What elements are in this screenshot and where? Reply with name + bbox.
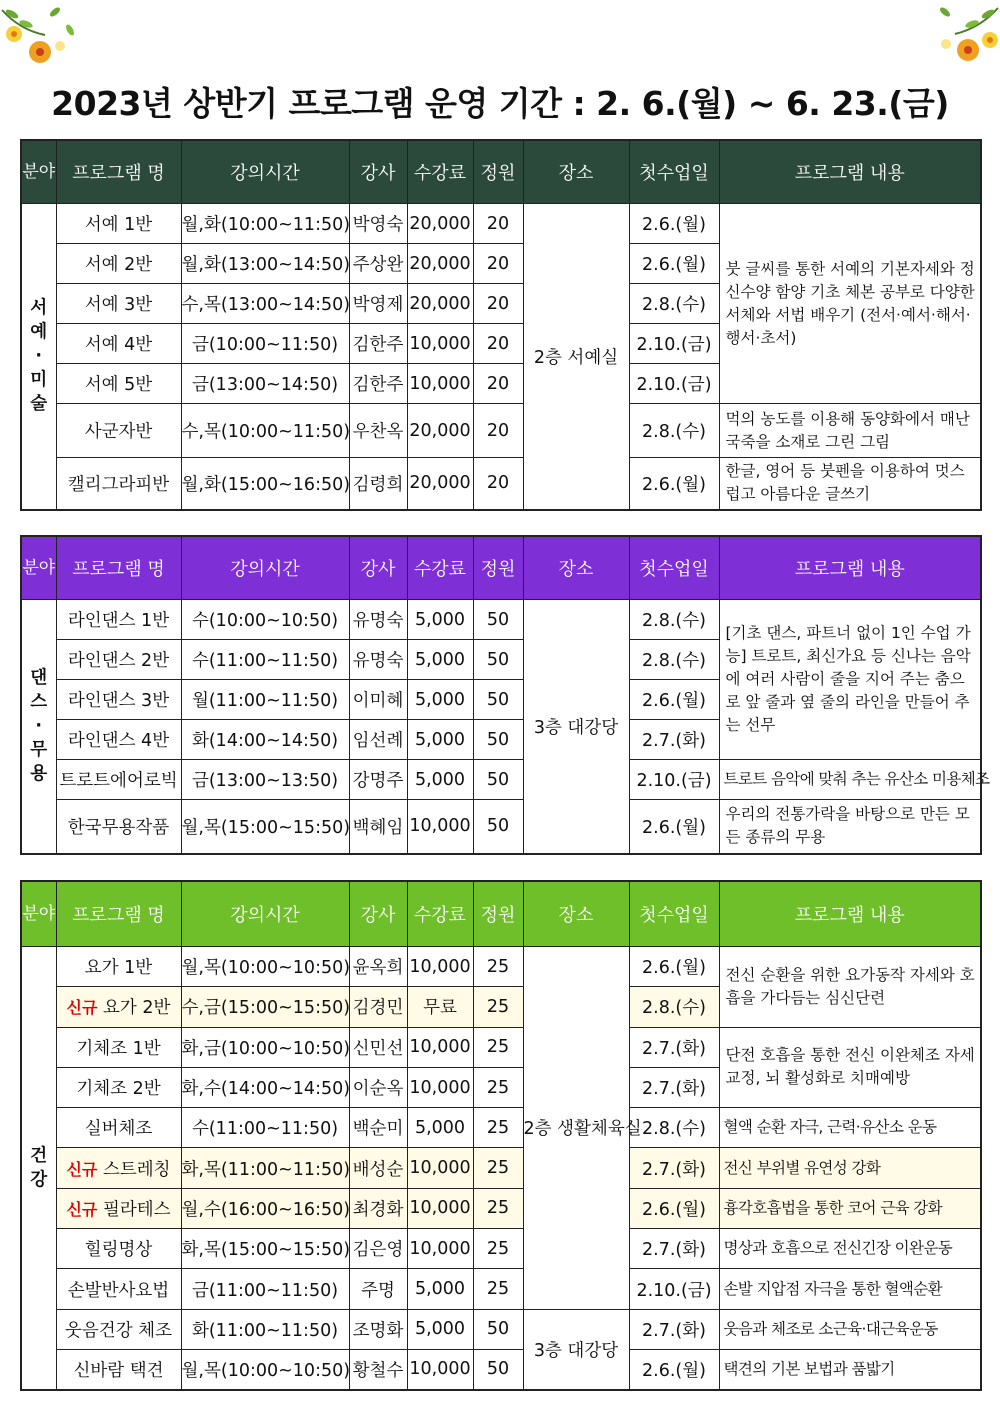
first-class-date: 2.6.(월) — [629, 244, 719, 284]
fee: 20,000 — [407, 284, 473, 324]
program-table-calligraphy — [20, 139, 982, 511]
instructor: 박영제 — [349, 284, 407, 324]
place: 2층 생활체육실 — [523, 947, 629, 1310]
field-label: 건 강 — [21, 947, 56, 1390]
instructor: 우찬옥 — [349, 404, 407, 458]
program-table-dance — [20, 535, 990, 855]
capacity-header: 정원 — [473, 881, 523, 947]
class-time: 수(11:00~11:50) — [181, 640, 349, 680]
program-name: 트로트에어로빅 — [56, 760, 181, 800]
instructor: 최경화 — [349, 1188, 407, 1228]
capacity: 20 — [473, 404, 523, 458]
instructor: 김한주 — [349, 324, 407, 364]
first-class-date: 2.8.(수) — [629, 987, 719, 1027]
instructor: 김한주 — [349, 364, 407, 404]
first-class-date: 2.7.(화) — [629, 720, 719, 760]
program-name: 서예 5반 — [56, 364, 181, 404]
fee: 5,000 — [407, 1269, 473, 1309]
capacity: 50 — [473, 760, 523, 800]
program-name: 한국무용작품 — [56, 800, 181, 854]
first-class-date: 2.6.(월) — [629, 1188, 719, 1228]
capacity: 50 — [473, 640, 523, 680]
new-badge: 신규 — [66, 1199, 98, 1219]
instructor: 이순옥 — [349, 1067, 407, 1107]
time-header: 강의시간 — [181, 881, 349, 947]
program-content: 손발 지압점 자극을 통한 혈액순환 — [719, 1269, 981, 1309]
capacity: 25 — [473, 1188, 523, 1228]
capacity: 50 — [473, 680, 523, 720]
table-row — [21, 1027, 981, 1067]
table-row — [21, 1269, 981, 1309]
table-row — [21, 1188, 981, 1228]
fee: 5,000 — [407, 1108, 473, 1148]
capacity: 50 — [473, 600, 523, 640]
place-header: 장소 — [523, 536, 629, 600]
capacity: 25 — [473, 1269, 523, 1309]
first-class-header: 첫수업일 — [629, 536, 719, 600]
program-name: 서예 3반 — [56, 284, 181, 324]
first-class-header: 첫수업일 — [629, 881, 719, 947]
field-header: 분야 — [21, 881, 56, 947]
class-time: 월,수(16:00~16:50) — [181, 1188, 349, 1228]
table-row — [21, 1229, 981, 1269]
program-content: 우리의 전통가락을 바탕으로 만든 모든 종류의 무용 — [719, 800, 981, 854]
program-content: 단전 호흡을 통한 전신 이완체조 자세교정, 뇌 활성화로 치매예방 — [719, 1027, 981, 1108]
class-time: 월(11:00~11:50) — [181, 680, 349, 720]
class-time: 월,목(10:00~10:50) — [181, 1349, 349, 1389]
program-content: 한글, 영어 등 붓펜을 이용하여 멋스럽고 아름다운 글쓰기 — [719, 458, 981, 510]
program-name: 라인댄스 2반 — [56, 640, 181, 680]
class-time: 월,목(10:00~10:50) — [181, 947, 349, 987]
table-header-row — [21, 881, 981, 947]
field-label: 서 예 · 미 술 — [21, 204, 56, 510]
fee-header: 수강료 — [407, 536, 473, 600]
fee: 10,000 — [407, 1188, 473, 1228]
class-time: 화,금(10:00~10:50) — [181, 1027, 349, 1067]
instructor-header: 강사 — [349, 881, 407, 947]
capacity: 50 — [473, 1349, 523, 1389]
instructor: 이미혜 — [349, 680, 407, 720]
program-name: 신바람 택견 — [56, 1349, 181, 1389]
fee: 무료 — [407, 987, 473, 1027]
class-time: 화,목(15:00~15:50) — [181, 1229, 349, 1269]
first-class-date: 2.6.(월) — [629, 204, 719, 244]
instructor: 유명숙 — [349, 640, 407, 680]
fee-header: 수강료 — [407, 140, 473, 204]
program-name: 라인댄스 1반 — [56, 600, 181, 640]
capacity: 20 — [473, 204, 523, 244]
instructor: 김령희 — [349, 458, 407, 510]
program-name: 라인댄스 4반 — [56, 720, 181, 760]
capacity: 25 — [473, 947, 523, 987]
first-class-date: 2.8.(수) — [629, 284, 719, 324]
capacity: 25 — [473, 1067, 523, 1107]
capacity: 25 — [473, 987, 523, 1027]
capacity-header: 정원 — [473, 140, 523, 204]
fee: 20,000 — [407, 204, 473, 244]
class-time: 월,화(10:00~11:50) — [181, 204, 349, 244]
instructor: 주명 — [349, 1269, 407, 1309]
instructor: 신민선 — [349, 1027, 407, 1067]
fee: 5,000 — [407, 600, 473, 640]
capacity: 25 — [473, 1229, 523, 1269]
program-name: 캘리그라피반 — [56, 458, 181, 510]
field-header: 분야 — [21, 140, 56, 204]
instructor: 주상완 — [349, 244, 407, 284]
first-class-date: 2.7.(화) — [629, 1027, 719, 1067]
first-class-date: 2.6.(월) — [629, 458, 719, 510]
instructor-header: 강사 — [349, 140, 407, 204]
first-class-date: 2.10.(금) — [629, 760, 719, 800]
program-name: 기체조 1반 — [56, 1027, 181, 1067]
content-header: 프로그램 내용 — [719, 140, 981, 204]
table-row — [21, 1349, 981, 1389]
program-name: 라인댄스 3반 — [56, 680, 181, 720]
class-time: 금(10:00~11:50) — [181, 324, 349, 364]
program-name: 신규 필라테스 — [56, 1188, 181, 1228]
instructor: 윤옥희 — [349, 947, 407, 987]
program-content: 택견의 기본 보법과 품밟기 — [719, 1349, 981, 1389]
program-content: 먹의 농도를 이용해 동양화에서 매난국죽을 소재로 그린 그림 — [719, 404, 981, 458]
first-class-date: 2.7.(화) — [629, 1229, 719, 1269]
program-content: 흉각호흡법을 통한 코어 근육 강화 — [719, 1188, 981, 1228]
program-content: 혈액 순환 자극, 근력·유산소 운동 — [719, 1108, 981, 1148]
instructor-header: 강사 — [349, 536, 407, 600]
fee: 10,000 — [407, 1349, 473, 1389]
field-header: 분야 — [21, 536, 56, 600]
place: 3층 대강당 — [523, 600, 629, 854]
table-row — [21, 458, 981, 510]
program-table-health — [20, 880, 982, 1391]
class-time: 화,수(14:00~14:50) — [181, 1067, 349, 1107]
fee: 20,000 — [407, 244, 473, 284]
program-content: 전신 순환을 위한 요가동작 자세와 호흡을 가다듬는 심신단련 — [719, 947, 981, 1028]
new-badge: 신규 — [66, 1159, 98, 1179]
instructor: 김은영 — [349, 1229, 407, 1269]
class-time: 수(10:00~10:50) — [181, 600, 349, 640]
program-name: 서예 2반 — [56, 244, 181, 284]
fee: 5,000 — [407, 680, 473, 720]
table-row — [21, 1309, 981, 1349]
fee-header: 수강료 — [407, 881, 473, 947]
capacity: 20 — [473, 324, 523, 364]
instructor: 배성순 — [349, 1148, 407, 1188]
class-time: 수,금(15:00~15:50) — [181, 987, 349, 1027]
program-name: 웃음건강 체조 — [56, 1309, 181, 1349]
class-time: 월,화(15:00~16:50) — [181, 458, 349, 510]
program-name: 실버체조 — [56, 1108, 181, 1148]
capacity: 20 — [473, 244, 523, 284]
first-class-date: 2.8.(수) — [629, 640, 719, 680]
first-class-date: 2.6.(월) — [629, 800, 719, 854]
first-class-date: 2.6.(월) — [629, 680, 719, 720]
flower-decoration-icon — [0, 0, 90, 80]
first-class-date: 2.7.(화) — [629, 1067, 719, 1107]
table-header-row — [21, 140, 981, 204]
program-content: [기초 댄스, 파트너 없이 1인 수업 가능] 트로트, 최신가요 등 신나는 음악에 여러 사람이 줄을 지어 주는 춤으로 앞 줄과 옆 줄의 라인을 만들어 추는 선무 — [719, 600, 981, 760]
first-class-header: 첫수업일 — [629, 140, 719, 204]
place-header: 장소 — [523, 140, 629, 204]
class-time: 수,목(10:00~11:50) — [181, 404, 349, 458]
fee: 5,000 — [407, 720, 473, 760]
table-row — [21, 800, 981, 854]
content-header: 프로그램 내용 — [719, 536, 981, 600]
class-time: 월,화(13:00~14:50) — [181, 244, 349, 284]
fee: 10,000 — [407, 364, 473, 404]
table-header-row — [21, 536, 981, 600]
capacity: 50 — [473, 1309, 523, 1349]
fee: 10,000 — [407, 800, 473, 854]
table-row — [21, 204, 981, 244]
field-label: 댄 스 · 무 용 — [21, 600, 56, 854]
class-time: 월,목(15:00~15:50) — [181, 800, 349, 854]
program-content: 트로트 음악에 맞춰 추는 유산소 미용체조 — [719, 760, 981, 800]
place: 2층 서예실 — [523, 204, 629, 510]
program-name: 서예 4반 — [56, 324, 181, 364]
content-header: 프로그램 내용 — [719, 881, 981, 947]
capacity-header: 정원 — [473, 536, 523, 600]
capacity: 25 — [473, 1027, 523, 1067]
instructor: 황철수 — [349, 1349, 407, 1389]
new-badge: 신규 — [66, 998, 98, 1018]
fee: 20,000 — [407, 458, 473, 510]
class-time: 금(13:00~13:50) — [181, 760, 349, 800]
fee: 10,000 — [407, 947, 473, 987]
program-name: 기체조 2반 — [56, 1067, 181, 1107]
class-time: 화(11:00~11:50) — [181, 1309, 349, 1349]
class-time: 금(11:00~11:50) — [181, 1269, 349, 1309]
class-time: 화,목(11:00~11:50) — [181, 1148, 349, 1188]
program-name: 서예 1반 — [56, 204, 181, 244]
place: 3층 대강당 — [523, 1309, 629, 1390]
first-class-date: 2.10.(금) — [629, 1269, 719, 1309]
class-time: 수(11:00~11:50) — [181, 1108, 349, 1148]
flower-decoration-icon — [910, 0, 1000, 80]
instructor: 백순미 — [349, 1108, 407, 1148]
first-class-date: 2.6.(월) — [629, 1349, 719, 1389]
fee: 5,000 — [407, 1309, 473, 1349]
table-row — [21, 1108, 981, 1148]
program-name: 신규 스트레칭 — [56, 1148, 181, 1188]
instructor: 백혜임 — [349, 800, 407, 854]
program-header: 프로그램 명 — [56, 140, 181, 204]
program-content: 웃음과 체조로 소근육·대근육운동 — [719, 1309, 981, 1349]
first-class-date: 2.7.(화) — [629, 1309, 719, 1349]
time-header: 강의시간 — [181, 140, 349, 204]
table-row — [21, 1148, 981, 1188]
program-header: 프로그램 명 — [56, 536, 181, 600]
first-class-date: 2.10.(금) — [629, 324, 719, 364]
program-name: 사군자반 — [56, 404, 181, 458]
instructor: 박영숙 — [349, 204, 407, 244]
first-class-date: 2.8.(수) — [629, 600, 719, 640]
place-header: 장소 — [523, 881, 629, 947]
first-class-date: 2.6.(월) — [629, 947, 719, 987]
fee: 20,000 — [407, 404, 473, 458]
table-row — [21, 760, 981, 800]
first-class-date: 2.10.(금) — [629, 364, 719, 404]
program-header: 프로그램 명 — [56, 881, 181, 947]
capacity: 20 — [473, 284, 523, 324]
first-class-date: 2.8.(수) — [629, 404, 719, 458]
instructor: 임선례 — [349, 720, 407, 760]
time-header: 강의시간 — [181, 536, 349, 600]
program-name: 요가 1반 — [56, 947, 181, 987]
class-time: 금(13:00~14:50) — [181, 364, 349, 404]
capacity: 50 — [473, 720, 523, 760]
program-content: 명상과 호흡으로 전신긴장 이완운동 — [719, 1229, 981, 1269]
first-class-date: 2.8.(수) — [629, 1108, 719, 1148]
fee: 5,000 — [407, 640, 473, 680]
first-class-date: 2.7.(화) — [629, 1148, 719, 1188]
table-row — [21, 600, 981, 640]
class-time: 화(14:00~14:50) — [181, 720, 349, 760]
capacity: 25 — [473, 1148, 523, 1188]
program-name: 손발반사요법 — [56, 1269, 181, 1309]
program-content: 붓 글씨를 통한 서예의 기본자세와 정신수양 함양 기초 체본 공부로 다양한 서체와 서법 배우기 (전서·예서·해서·행서·초서) — [719, 204, 981, 404]
program-content: 전신 부위별 유연성 강화 — [719, 1148, 981, 1188]
table-row — [21, 947, 981, 987]
class-time: 수,목(13:00~14:50) — [181, 284, 349, 324]
fee: 10,000 — [407, 324, 473, 364]
fee: 10,000 — [407, 1229, 473, 1269]
program-name: 힐링명상 — [56, 1229, 181, 1269]
capacity: 25 — [473, 1108, 523, 1148]
fee: 5,000 — [407, 760, 473, 800]
capacity: 20 — [473, 364, 523, 404]
program-name: 신규 요가 2반 — [56, 987, 181, 1027]
fee: 10,000 — [407, 1027, 473, 1067]
instructor: 유명숙 — [349, 600, 407, 640]
fee: 10,000 — [407, 1148, 473, 1188]
capacity: 20 — [473, 458, 523, 510]
instructor: 조명화 — [349, 1309, 407, 1349]
page-title: 2023년 상반기 프로그램 운영 기간 : 2. 6.(월) ~ 6. 23.(금) — [51, 84, 949, 123]
instructor: 김경민 — [349, 987, 407, 1027]
instructor: 강명주 — [349, 760, 407, 800]
table-row — [21, 404, 981, 458]
capacity: 50 — [473, 800, 523, 854]
fee: 10,000 — [407, 1067, 473, 1107]
